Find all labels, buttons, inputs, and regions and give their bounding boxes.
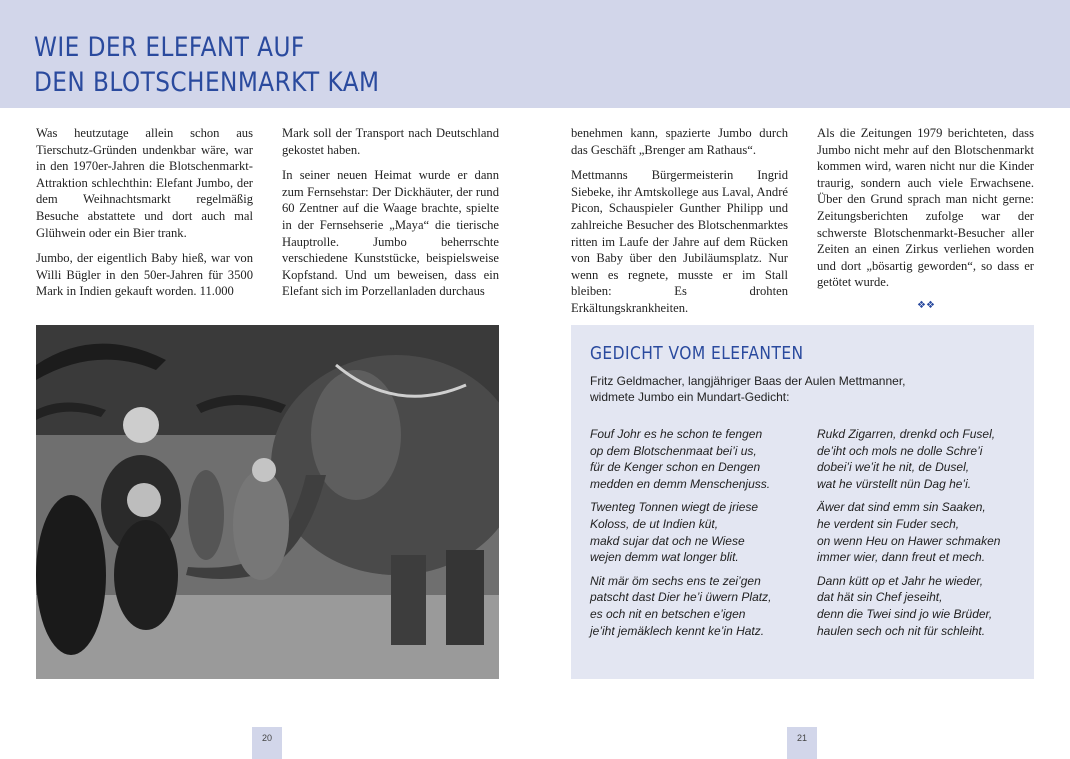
poem-line: makd sujar dat och ne Wiese: [590, 533, 745, 548]
ornament-icon: ❖❖: [917, 300, 935, 311]
poem-line: dat hät sin Chef jeseiht,: [817, 590, 943, 605]
article-column-3: [571, 125, 788, 326]
poem-column-2: [817, 426, 1032, 646]
poem-stanza: [817, 573, 1032, 639]
poem-column-1: [590, 426, 805, 646]
poem-line: Äwer dat sind emm sin Saaken,: [817, 500, 986, 515]
elephant-photo-illustration: [36, 325, 499, 679]
poem-line: für de Kenger schon en Dengen: [590, 460, 761, 475]
poem-line: on wenn Heu on Hawer schmaken: [817, 533, 1001, 548]
title-line-1: WIE DER ELEFANT AUF: [34, 32, 305, 63]
article-column-2: [282, 125, 499, 309]
article-column-1: [36, 125, 253, 309]
paragraph: Mark soll der Transport nach Deutschland gekostet haben.: [282, 126, 499, 157]
paragraph: Jumbo, der eigentlich Baby hieß, war von Willi Bügler in den 50er-Jahren für 3500 Mark in Indien gekauft worden. 11.000: [36, 251, 253, 299]
poem-stanza: [590, 573, 805, 639]
paragraph: Als die Zeitungen 1979 berichteten, dass Jumbo nicht mehr auf den Blotschenmarkt kommen wird, waren nicht nur die Kinder traurig, sondern auch viele Erwachsene. Über den Grund sprach man nicht gerne: Zeitungsberichten zufolge war der schwerste Blotschenmarkt-Besucher aller Zeiten an einen Zirkus verliehen worden und dort „bösartig geworden“, so dass er getötet wurde.: [817, 126, 1034, 290]
poem-line: wat he vürstellt nün Dag he’i.: [817, 476, 972, 491]
poem-line: op dem Blotschenmaat bei’i us,: [590, 443, 757, 458]
page-number-left: 20: [252, 727, 282, 759]
poem-stanza: [590, 499, 805, 565]
page-title: [34, 30, 380, 100]
poem-line: denn die Twei sind jo wie Brüder,: [817, 606, 993, 621]
poem-line: es och nit en betschen e’igen: [590, 606, 746, 621]
poem-line: medden en demm Menschenjuss.: [590, 476, 771, 491]
poem-line: haulen sech och nit für schleiht.: [817, 623, 986, 638]
poem-line: Rukd Zigarren, drenkd och Fusel,: [817, 427, 996, 441]
page-number-right: 21: [787, 727, 817, 759]
poem-line: he verdent sin Fuder sech,: [817, 516, 960, 531]
poem-line: de’iht och mols ne dolle Schre’i: [817, 443, 983, 458]
paragraph: benehmen kann, spazierte Jumbo durch das Geschäft „Brenger am Rathaus“.: [571, 126, 788, 157]
poem-line: Nit mär öm sechs ens te zei’gen: [590, 573, 761, 588]
poem-line: Fouf Johr es he schon te fengen: [590, 427, 763, 441]
poem-title: GEDICHT VOM ELEFANTEN: [590, 343, 804, 364]
poem-intro-line: Fritz Geldmacher, langjähriger Baas der Aulen Mettmanner,: [590, 374, 906, 388]
paragraph: Was heutzutage allein schon aus Tierschutz-Gründen undenkbar wäre, war in den 1970er-Jahren die Blotschenmarkt-Attraktion schlechthin: Elefant Jumbo, der dem Weihnachtsmarkt regelmäßig Besuche abstattete und dort auch mal Glühwein oder ein Bier trank.: [36, 126, 253, 240]
elephant-photo: [36, 325, 499, 679]
poem-line: dobei’i we’it he nit, de Dusel,: [817, 460, 970, 475]
paragraph: Mettmanns Bürgermeisterin Ingrid Siebeke, ihr Amtskollege aus Laval, André Picon, Schauspieler Gunther Philipp und zahlreiche Besucher des Blotschenmarktes ritten im Laufe der Jahre auf dem Rücken von Baby über den Jubiläumsplatz. Nur wenn es regnete, musste er im Stall bleiben: Es drohten Erkältungskrankheiten.: [571, 168, 788, 315]
poem-intro-line: widmete Jumbo ein Mundart-Gedicht:: [590, 390, 790, 404]
poem-line: patscht dast Dier he’i üwern Platz,: [590, 590, 772, 605]
paragraph: In seiner neuen Heimat wurde er dann zum Fernsehstar: Der Dickhäuter, der rund 60 Zentner auf die Waage brachte, spielte in der Fernsehserie „Maya“ die tierische Hauptrolle. Jumbo beherrschte verschiedene Kunststücke, beispielsweise Kopfstand. Und um beweisen, dass ein Elefant sich im Porzellanladen durchaus: [282, 168, 499, 299]
poem-stanza: [817, 426, 1032, 492]
poem-line: je’iht jemäklech kennt ke’in Hatz.: [590, 623, 765, 638]
title-line-2: DEN BLOTSCHENMARKT KAM: [34, 67, 380, 98]
poem-box: [571, 325, 1034, 679]
poem-intro: [590, 373, 1010, 405]
poem-line: Dann kütt op et Jahr he wieder,: [817, 573, 984, 588]
poem-line: wejen demm wat longer blit.: [590, 550, 739, 565]
poem-stanza: [817, 499, 1032, 565]
article-column-4: [817, 125, 1034, 300]
poem-line: immer wier, dann freut et mech.: [817, 550, 986, 565]
poem-line: Twenteg Tonnen wiegt de jriese: [590, 500, 759, 515]
poem-stanza: [590, 426, 805, 492]
poem-line: Koloss, de ut Indien küt,: [590, 516, 719, 531]
